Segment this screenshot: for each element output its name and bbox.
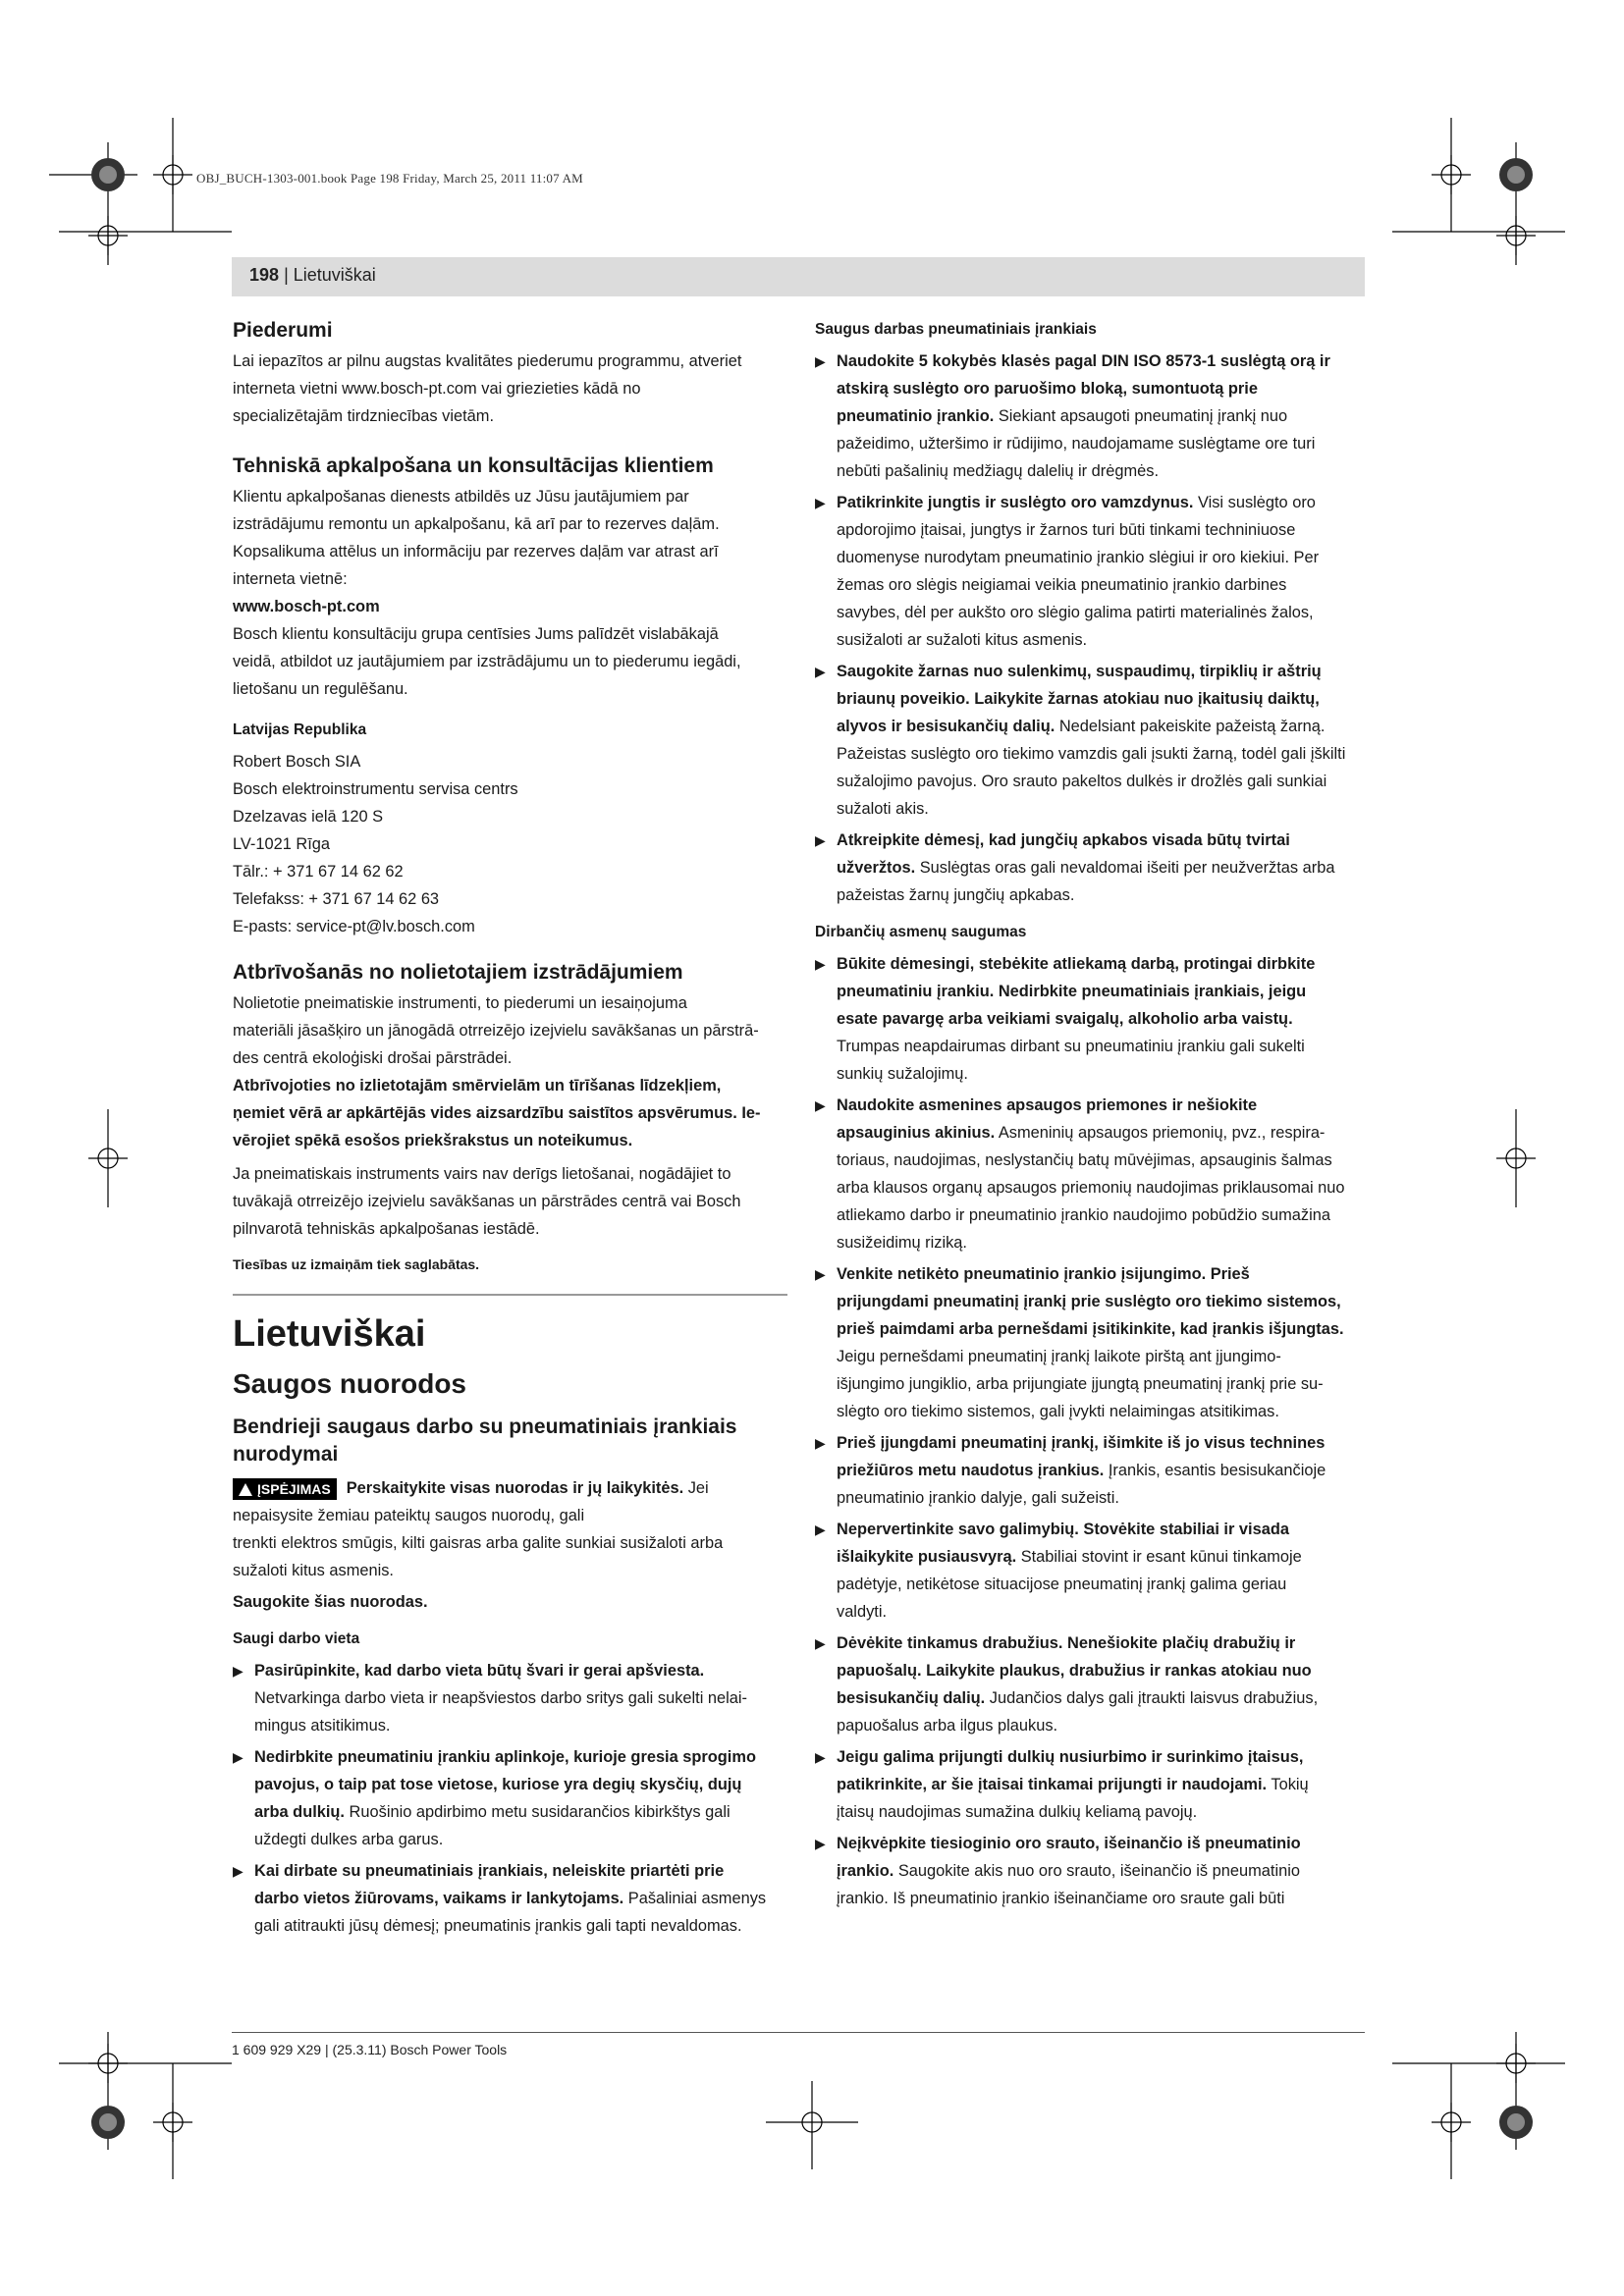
paragraph-line: Lai iepazītos ar pilnu augstas kvalitātes piederumu programmu, atveriet [233, 352, 742, 370]
address-line: Dzelzavas ielā 120 S [233, 808, 384, 826]
paragraph-line: Nolietotie pneimatiskie instrumenti, to piederumi un iesaiņojuma [233, 994, 687, 1012]
paragraph-line: veidā, atbildot uz jautājumiem par izstrādājumu un to piederumu iegādi, [233, 653, 741, 670]
bullet-item: ▶ Pasirūpinkite, kad darbo vieta būtų švari ir gerai apšviesta. Netvarkinga darbo vieta ir neapšviestos darbo sritys gali sukelti nelai- mingus atsitikimus. [233, 1657, 787, 1739]
triangle-bullet-icon: ▶ [233, 1749, 244, 1765]
heading-piederumi: Piederumi [233, 319, 333, 342]
paragraph-line: tuvākajā otrreizējo izejvielu savākšanas un pārstrādes centrā vai Bosch [233, 1193, 741, 1210]
heading-disposal: Atbrīvošanās no nolietotajiem izstrādājumiem [233, 961, 683, 984]
triangle-bullet-icon: ▶ [815, 1435, 826, 1451]
heading-service: Tehniskā apkalpošana un konsultācijas klientiem [233, 454, 714, 477]
triangle-bullet-icon: ▶ [815, 1522, 826, 1537]
heading-country: Latvijas Republika [233, 721, 367, 738]
warning-badge: ĮSPĖJIMAS [233, 1478, 337, 1500]
triangle-bullet-icon: ▶ [815, 664, 826, 679]
section-divider [233, 1294, 787, 1296]
bullet-item: ▶ Venkite netikėto pneumatinio įrankio įsijungimo. Prieš prijungdami pneumatinį įrankį prie suslėgto oro tiekimo sistemos, prieš paimdami arba pernešdami įsitikinkite, kad įrankis išjungtas. Jeigu pernešdami pneumatinį įrankį laikote pirštą ant įjungimo- išjungimo jungiklio, arba prijungiate įjungtą pneumatinį įrankį prie su- slėgto oro tiekimo sistemos, gali įvykti nelaimingas atsitikimas. [815, 1260, 1363, 1425]
paragraph-line: Kopsalikuma attēlus un informāciju par rezerves daļām var atrast arī [233, 543, 719, 561]
bullet-item: ▶ Atkreipkite dėmesį, kad jungčių apkabos visada būtų tvirtai užveržtos. Suslėgtas oras gali nevaldomai išeiti per neužveržtas arba pažeistas žarnų jungčių apkabas. [815, 827, 1363, 909]
triangle-bullet-icon: ▶ [815, 1749, 826, 1765]
heading-workplace: Saugi darbo vieta [233, 1630, 360, 1647]
bullet-item: ▶ Kai dirbate su pneumatiniais įrankiais, neleiskite priartėti prie darbo vietos žiūrovams, vaikams ir lankytojams. Pašaliniai asmenys gali atitraukti jūsų dėmesį; pneumatinis įrankis gali tapti nevaldomas. [233, 1857, 787, 1940]
keep-instructions: Saugokite šias nuorodas. [233, 1593, 428, 1611]
bullet-item: ▶ Naudokite 5 kokybės klasės pagal DIN ISO 8573-1 suslėgtą orą ir atskirą suslėgto oro paruošimo bloką, sumontuotą prie pneumatinio įrankio. Siekiant apsaugoti pneumatinį įrankį nuo pažeidimo, užteršimo ir rūdijimo, naudojamame suslėgtame ore turi nebūti pašalinių medžiagų dalelių ir drėgmės. [815, 347, 1363, 485]
address-line: E-pasts: service-pt@lv.bosch.com [233, 918, 475, 935]
service-url-link[interactable]: www.bosch-pt.com [233, 598, 380, 615]
rights-notice: Tiesības uz izmaiņām tiek saglabātas. [233, 1256, 480, 1272]
triangle-bullet-icon: ▶ [815, 1266, 826, 1282]
paragraph-line-bold: Atbrīvojoties no izlietotajām smērvielām un tīrīšanas līdzekļiem, [233, 1077, 722, 1095]
bullet-item: ▶ Prieš įjungdami pneumatinį įrankį, išimkite iš jo visus technines priežiūros metu naudotus įrankius. Įrankis, esantis besisukančioje pneumatinio įrankio dalyje, gali sužeisti. [815, 1429, 1363, 1512]
footer-text: 1 609 929 X29 | (25.3.11) Bosch Power Tools [232, 2042, 508, 2057]
paragraph-line: izstrādājumu remontu un apkalpošanu, kā arī par to rezerves daļām. [233, 515, 720, 533]
bullet-item: ▶ Neįkvėpkite tiesioginio oro srauto, išeinančio iš pneumatinio įrankio. Saugokite akis nuo oro srauto, išeinančio iš pneumatinio įrankio. Iš pneumatinio įrankio išeinančiame oro sraute gali būti [815, 1830, 1363, 1912]
address-line: LV-1021 Rīga [233, 835, 331, 853]
triangle-bullet-icon: ▶ [815, 1635, 826, 1651]
warning-bold: Perskaitykite visas nuorodas ir jų laikykitės. [346, 1479, 684, 1497]
footer-rule [232, 2032, 1365, 2033]
triangle-bullet-icon: ▶ [233, 1863, 244, 1879]
header-bar [232, 257, 1365, 296]
triangle-bullet-icon: ▶ [815, 832, 826, 848]
right-column [815, 316, 1363, 1912]
print-meta-line: OBJ_BUCH-1303-001.book Page 198 Friday, March 25, 2011 11:07 AM [196, 171, 583, 186]
page-number: 198 [249, 265, 280, 285]
paragraph-line-bold: ņemiet vērā ar apkārtējās vides aizsardzību saistītos apsvērumus. Ie- [233, 1104, 761, 1122]
paragraph-line: interneta vietnē: [233, 570, 348, 588]
running-header: 198 | Lietuviškai [249, 265, 376, 285]
language-title: Lietuviškai [233, 1313, 426, 1355]
paragraph-line: Klientu apkalpošanas dienests atbildēs uz Jūsu jautājumiem par [233, 488, 689, 506]
bullet-item: ▶ Patikrinkite jungtis ir suslėgto oro vamzdynus. Visi suslėgto oro apdorojimo įtaisai, jungtys ir žarnos turi būti tinkami techniniuose duomenyse nurodytam pneumatinio įrankio slėgiui ir oro kiekiui. Per žemas oro slėgis neigiamai veikia pneumatinio įrankio darbines savybes, dėl per aukšto oro slėgio galima patirti materialinės žalos, susižaloti ar sužaloti kitus asmenis. [815, 489, 1363, 654]
triangle-bullet-icon: ▶ [815, 1097, 826, 1113]
heading-personal-safety: Dirbančių asmenų saugumas [815, 924, 1027, 940]
bullet-item: ▶ Jeigu galima prijungti dulkių nusiurbimo ir surinkimo įtaisus, patikrinkite, ar šie įtaisai tinkamai prijungti ir naudojami. Tokių įtaisų naudojimas sumažina dulkių keliamą pavojų. [815, 1743, 1363, 1826]
triangle-bullet-icon: ▶ [815, 495, 826, 510]
address-line: Robert Bosch SIA [233, 753, 361, 771]
paragraph-line: interneta vietni www.bosch-pt.com vai griezieties kādā no [233, 380, 641, 398]
triangle-bullet-icon: ▶ [233, 1663, 244, 1679]
warning-block: ĮSPĖJIMAS Perskaitykite visas nuorodas ir jų laikykitės. Jei nepaisysite žemiau pateiktų saugos nuorodų, gali trenkti elektros smūgis, kilti gaisras arba galite sunkiai susižaloti arba sužaloti kitus asmenis. [233, 1474, 787, 1584]
triangle-bullet-icon: ▶ [815, 956, 826, 972]
address-line: Tālr.: + 371 67 14 62 62 [233, 863, 404, 881]
paragraph-line: des centrā ekoloģiski drošai pārstrādei. [233, 1049, 513, 1067]
warning-triangle-icon [239, 1483, 252, 1496]
triangle-bullet-icon: ▶ [815, 353, 826, 369]
bullet-item: ▶ Nepervertinkite savo galimybių. Stovėkite stabiliai ir visada išlaikykite pusiausvyrą. Stabiliai stovint ir esant kūnui tinkamoje padėtyje, netikėtose situacijose pneumatinį įrankį galima geriau valdyti. [815, 1516, 1363, 1626]
paragraph-line: Bosch klientu konsultāciju grupa centīsies Jums palīdzēt vislabākajā [233, 625, 719, 643]
bullet-item: ▶ Nedirbkite pneumatiniu įrankiu aplinkoje, kurioje gresia sprogimo pavojus, o taip pat tose vietose, kuriose yra degių skysčių, dujų arba dulkių. Ruošinio apdirbimo metu susidarančios kibirkštys gali uždegti dulkes arba garus. [233, 1743, 787, 1853]
triangle-bullet-icon: ▶ [815, 1836, 826, 1851]
address-line: Telefakss: + 371 67 14 62 63 [233, 890, 440, 908]
bullet-item: ▶ Būkite dėmesingi, stebėkite atliekamą darbą, protingai dirbkite pneumatiniu įrankiu. Nedirbkite pneumatiniais įrankiais, jeigu esate pavargę arba veikiami svaigalų, alkoholio arba vaistų. Trumpas neapdairumas dirbant su pneumatiniu įrankiu gali sukelti sunkių sužalojimų. [815, 950, 1363, 1088]
bullet-item: ▶ Naudokite asmenines apsaugos priemones ir nešiokite apsauginius akinius. Asmeninių apsaugos priemonių, pvz., respira- toriaus, naudojimas, neslystančių batų mūvėjimas, apsauginis šalmas arba klausos organų apsaugos priemonių naudojimas priklausomai nuo atliekamo darbo ir pneumatinio įrankio naudojimo pobūdžio sumažina susižeidimų riziką. [815, 1092, 1363, 1256]
bullet-item: ▶ Dėvėkite tinkamus drabužius. Nenešiokite plačių drabužių ir papuošalų. Laikykite plaukus, drabužius ir rankas atokiau nuo besisukančių dalių. Judančios dalys gali įtraukti laisvus drabužius, papuošalus arba ilgus plaukus. [815, 1629, 1363, 1739]
paragraph-line: lietošanu un regulēšanu. [233, 680, 408, 698]
address-line: Bosch elektroinstrumentu servisa centrs [233, 780, 518, 798]
header-section: Lietuviškai [293, 265, 376, 285]
bullet-item: ▶ Saugokite žarnas nuo sulenkimų, suspaudimų, tirpiklių ir aštrių briaunų poveikio. Laikykite žarnas atokiau nuo įkaitusių daiktų, alyvos ir besisukančių dalių. Nedelsiant pakeiskite pažeistą žarną. Pažeistas suslėgto oro tiekimo vamzdis gali įsukti žarną, todėl gali įškilti sužalojimo pavojus. Oro srauto pakeltos dulkės ir drožlės gali sunkiai sužaloti akis. [815, 658, 1363, 823]
paragraph-line: materiāli jāsašķiro un jānogādā otrreizējo izejvielu savākšanas un pārstrā- [233, 1022, 759, 1040]
paragraph-line-bold: vērojiet spēkā esošos priekšrakstus un noteikumus. [233, 1132, 633, 1149]
left-column [233, 316, 787, 1940]
paragraph-line: nepaisysite žemiau pateiktų saugos nuorodų, gali [233, 1507, 585, 1524]
paragraph-line: sužaloti kitus asmenis. [233, 1562, 394, 1579]
heading-safety: Saugos nuorodos [233, 1368, 466, 1399]
paragraph-line: Ja pneimatiskais instruments vairs nav derīgs lietošanai, nogādājiet to [233, 1165, 731, 1183]
paragraph-line: pilnvarotā tehniskās apkalpošanas iestādē. [233, 1220, 540, 1238]
paragraph-line: specializētajām tirdzniecības vietām. [233, 407, 495, 425]
heading-general-safety: Bendrieji saugaus darbo su pneumatiniais įrankiais nurodymai [233, 1415, 737, 1466]
paragraph-line: trenkti elektros smūgis, kilti gaisras arba galite sunkiai susižaloti arba [233, 1534, 724, 1552]
heading-safe-work: Saugus darbas pneumatiniais įrankiais [815, 321, 1097, 338]
